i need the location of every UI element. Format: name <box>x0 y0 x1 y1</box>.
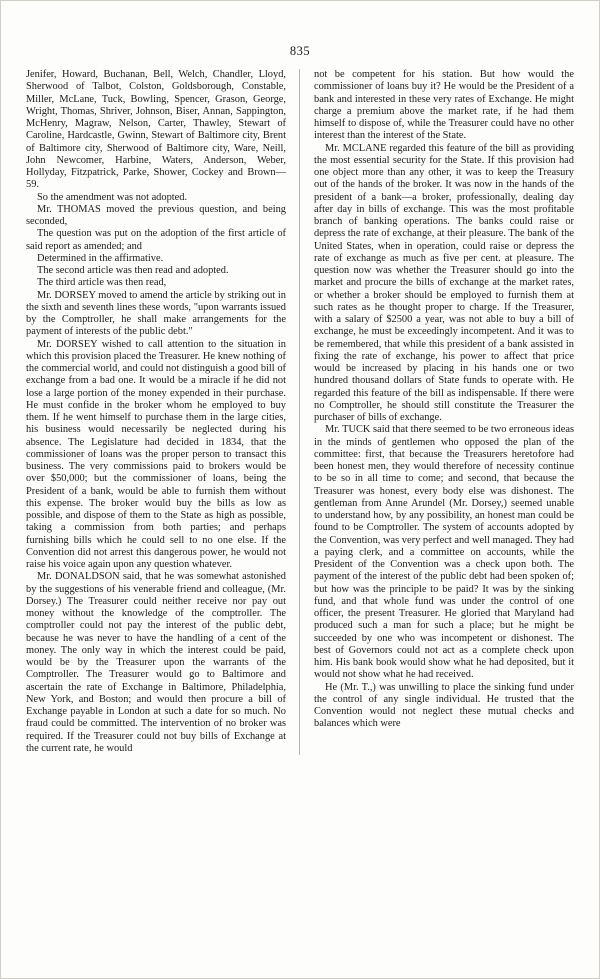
paragraph: Mr. TUCK said that there seemed to be two erroneous ideas in the minds of gentlemen who opposed the plan of the committee: first, that because the Treasurers heretofore had been honest men, they would therefore of necessity continue to be so in all time to come; and second, that because the Treasurer was honest, every body else was dishonest. The gentleman from Anne Arundel (Mr. Dorsey,) seemed unable to understand how, by any possibility, an honest man could be found to be Comptroller. The system of accounts adopted by the Convention, was very perfect and well managed. They had a paying clerk, and a committee on accounts, while the President of the Convention was a check upon both. The payment of the interest of the public debt had been spoken of; but how was the principle to be paid? It was by the sinking fund, and that whole fund was under the control of one officer, the present Treasurer. He gloried that Maryland had produced such a man for such a place; but he might be succeeded by one who was incompetent or dishonest. The best of Governors could not act as a complete check upon him. His bank book would show what he had deposited, but it would not show what he had received. <box>314 424 574 681</box>
paragraph: Mr. DORSEY wished to call attention to the situation in which this provision placed the Treasurer. He knew nothing of the commercial world, and could not distinguish a good bill of exchange from a bad one. It would be a miracle if he did not lose a large portion of the money expended in their purchase. He must confide in the broker whom he employed to buy them. If he went himself to purchase them in the large cities, his business would necessarily be neglected during his absence. The Legislature had decided in 1834, that the commissioner of loans was the proper person to transact this business. The very commissions paid to brokers would be over $50,000; but the commissioner of loans, being the President of a bank, would be able to furnish them without this expense. The broker would buy the bills as low as possible, and dispose of them to the State as high as possible, taking a commission from both parties; and perhaps furnishing bills which he could sell to no one else. If the Convention did not arrest this dangerous power, he would not raise his voice again upon any question whatever. <box>26 338 286 570</box>
paragraph: Determined in the affirmative. <box>37 252 164 264</box>
paragraph: Mr. DONALDSON said, that he was somewhat astonished by the suggestions of his venerable friend and colleague, (Mr. Dorsey.) The Treasurer could neither receive nor pay out money without the knowledge of the comptroller. The comptroller could not pay the interest of the public debt, because he was never to have the handling of a cent of the money. The only way in which the interest could be paid, would be by the Treasurer upon the warrants of the Comptroller. The Treasurer would go to Baltimore and ascertain the rate of Exchange in Baltimore, Philadelphia, New York, and Boston; and would then procure a bill of Exchange payable in London at such a date for so much. No fraud could be committed. The intervention of no broker was required. If the Treasurer could not buy bills of Exchange at the current rate, he would <box>26 571 286 754</box>
left-column <box>26 69 300 755</box>
paragraph: not be competent for his station. But how would the commissioner of loans buy it? He would be the President of a bank and interested in these very rates of Exchange. He might charge a premium above the market rate, if he had them himself to dispose of, while the Treasurer could have no other interest than the interest of the State. <box>314 69 574 142</box>
paragraph: The second article was then read and adopted. <box>37 265 229 276</box>
paragraph: So the amendment was not adopted. <box>37 191 188 203</box>
two-column-body <box>0 69 600 755</box>
page-number: 835 <box>289 44 311 58</box>
paragraph: The question was put on the adoption of the first article of said report as amended; and <box>26 228 286 252</box>
paragraph: Mr. DORSEY moved to amend the article by striking out in the sixth and seventh lines these words, "upon warrants issued by the Comptroller, he shall make arrangements for the payment of interests of the public debt." <box>26 289 286 338</box>
paragraph: Mr. MCLANE regarded this feature of the bill as providing the most essential security for the State. If this provision had one object more than any other, it was to keep the Treasury out of the hands of the broker. It was now in the hands of the president of a bank—a broker, professionally, dealing day after day in bills of exchange. This was the most profitable branch of banking operations. The banks could raise or depress the rate of exchange, at their pleasure. The bank of the United States, when in operation, could raise or depress the rate of exchange as much as five per cent. at pleasure. The question now was whether the Treasurer should go into the market and procure the bills of exchange at the market rates, or whether a broker should be employed to furnish them at such rates as he thought proper to charge. If the Treasurer, with a salary of $2500 a year, was not able to buy a bill of exchange, he must be exceedingly incompetent. And it was to be remembered, that while this president of a bank assisted in fixing the rate of exchange, his power to affect that price would be increased by placing in his hands one or two hundred thousand dollars of State funds to operate with. He regarded this feature of the bill as indispensable. If there were no Comptroller, he should still constitute the Treasurer the purchaser of bills of exchange. <box>314 142 574 423</box>
paragraph: He (Mr. T.,) was unwilling to place the sinking fund under the control of any single individual. He trusted that the Convention would not neglect these mutual checks and balances which were <box>314 681 574 730</box>
paragraph: Mr. THOMAS moved the previous question, and being seconded, <box>26 203 286 227</box>
paragraph: The third article was then read, <box>37 277 167 289</box>
paragraph: Jenifer, Howard, Buchanan, Bell, Welch, Chandler, Lloyd, Sherwood of Talbot, Colston, Goldsborough, Constable, Miller, McLane, Tuck, Bowling, Spencer, Grason, George, Wright, Thomas, Shriver, Johnson, Biser, Annan, Sappington, McHenry, Magraw, Nelson, Carter, Thawley, Stewart of Caroline, Hardcastle, Gwinn, Stewart of Baltimore city, Brent of Baltimore city, Sherwood of Baltimore city, Ware, Neill, John Newcomer, Harbine, Waters, Anderson, Weber, Hollyday, Fitzpatrick, Parke, Shower, Cockey and Brown—59. <box>26 69 286 191</box>
right-column <box>314 69 574 731</box>
